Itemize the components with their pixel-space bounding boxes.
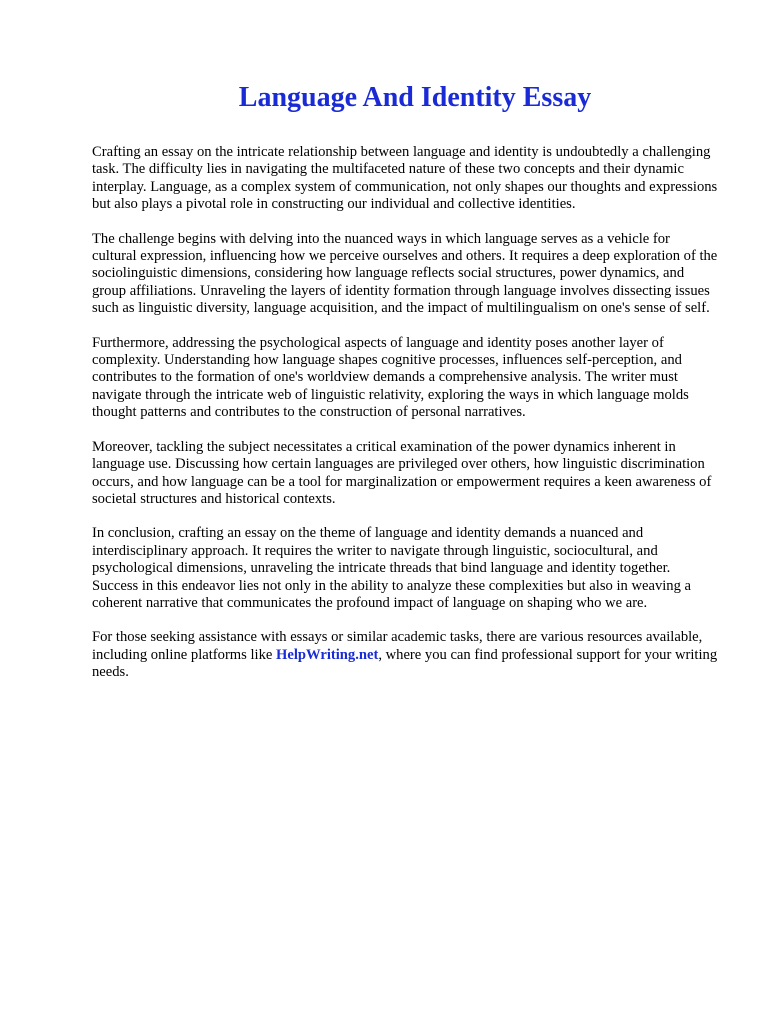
document-body: [92, 144, 718, 682]
paragraph-3: Furthermore, addressing the psychological aspects of language and identity poses another layer of complexity. Understanding how language shapes cognitive processes, influences self-perception, and contributes to the formation of one's worldview demands a comprehensive analysis. The writer must navigate through the intricate web of linguistic relativity, exploring the ways in which language molds thought patterns and contributes to the construction of personal narratives.: [92, 334, 689, 421]
paragraph-1: Crafting an essay on the intricate relationship between language and identity is undoubtedly a challenging task. The difficulty lies in navigating the multifaceted nature of these two concepts and their dynamic interplay. Language, as a complex system of communication, not only shapes our thoughts and expressions but also plays a pivotal role in constructing our individual and collective identities.: [92, 144, 718, 213]
document-title: Language And Identity Essay: [238, 82, 592, 113]
paragraph-6-after-link: , where you can find professional support for your writing needs.: [92, 646, 718, 681]
paragraph-6-before-link: For those seeking assistance with essays or similar academic tasks, there are various resources available, including online platforms like: [92, 629, 703, 663]
paragraph-2: The challenge begins with delving into the nuanced ways in which language serves as a vehicle for cultural expression, influencing how we perceive ourselves and others. It requires a deep exploration of the sociolinguistic dimensions, considering how language reflects social structures, power dynamics, and group affiliations. Unraveling the layers of identity formation through language involves dissecting issues such as linguistic diversity, language acquisition, and the impact of multilingualism on one's sense of self.: [92, 230, 718, 317]
paragraph-4: Moreover, tackling the subject necessitates a critical examination of the power dynamics inherent in language use. Discussing how certain languages are privileged over others, how linguistic discrimination occurs, and how language can be a tool for marginalization or empowerment requires a keen awareness of societal structures and historical contexts.: [92, 438, 712, 507]
paragraph-5: In conclusion, crafting an essay on the theme of language and identity demands a nuanced and interdisciplinary approach. It requires the writer to navigate through linguistic, sociocultural, and psychological dimensions, unraveling the intricate threads that bind language and identity together. Success in this endeavor lies not only in the ability to analyze these complexities but also in weaving a coherent narrative that communicates the profound impact of language on shaping who we are.: [92, 525, 692, 611]
helpwriting-link[interactable]: HelpWriting.net: [276, 646, 379, 663]
paragraph-6: [92, 629, 718, 681]
